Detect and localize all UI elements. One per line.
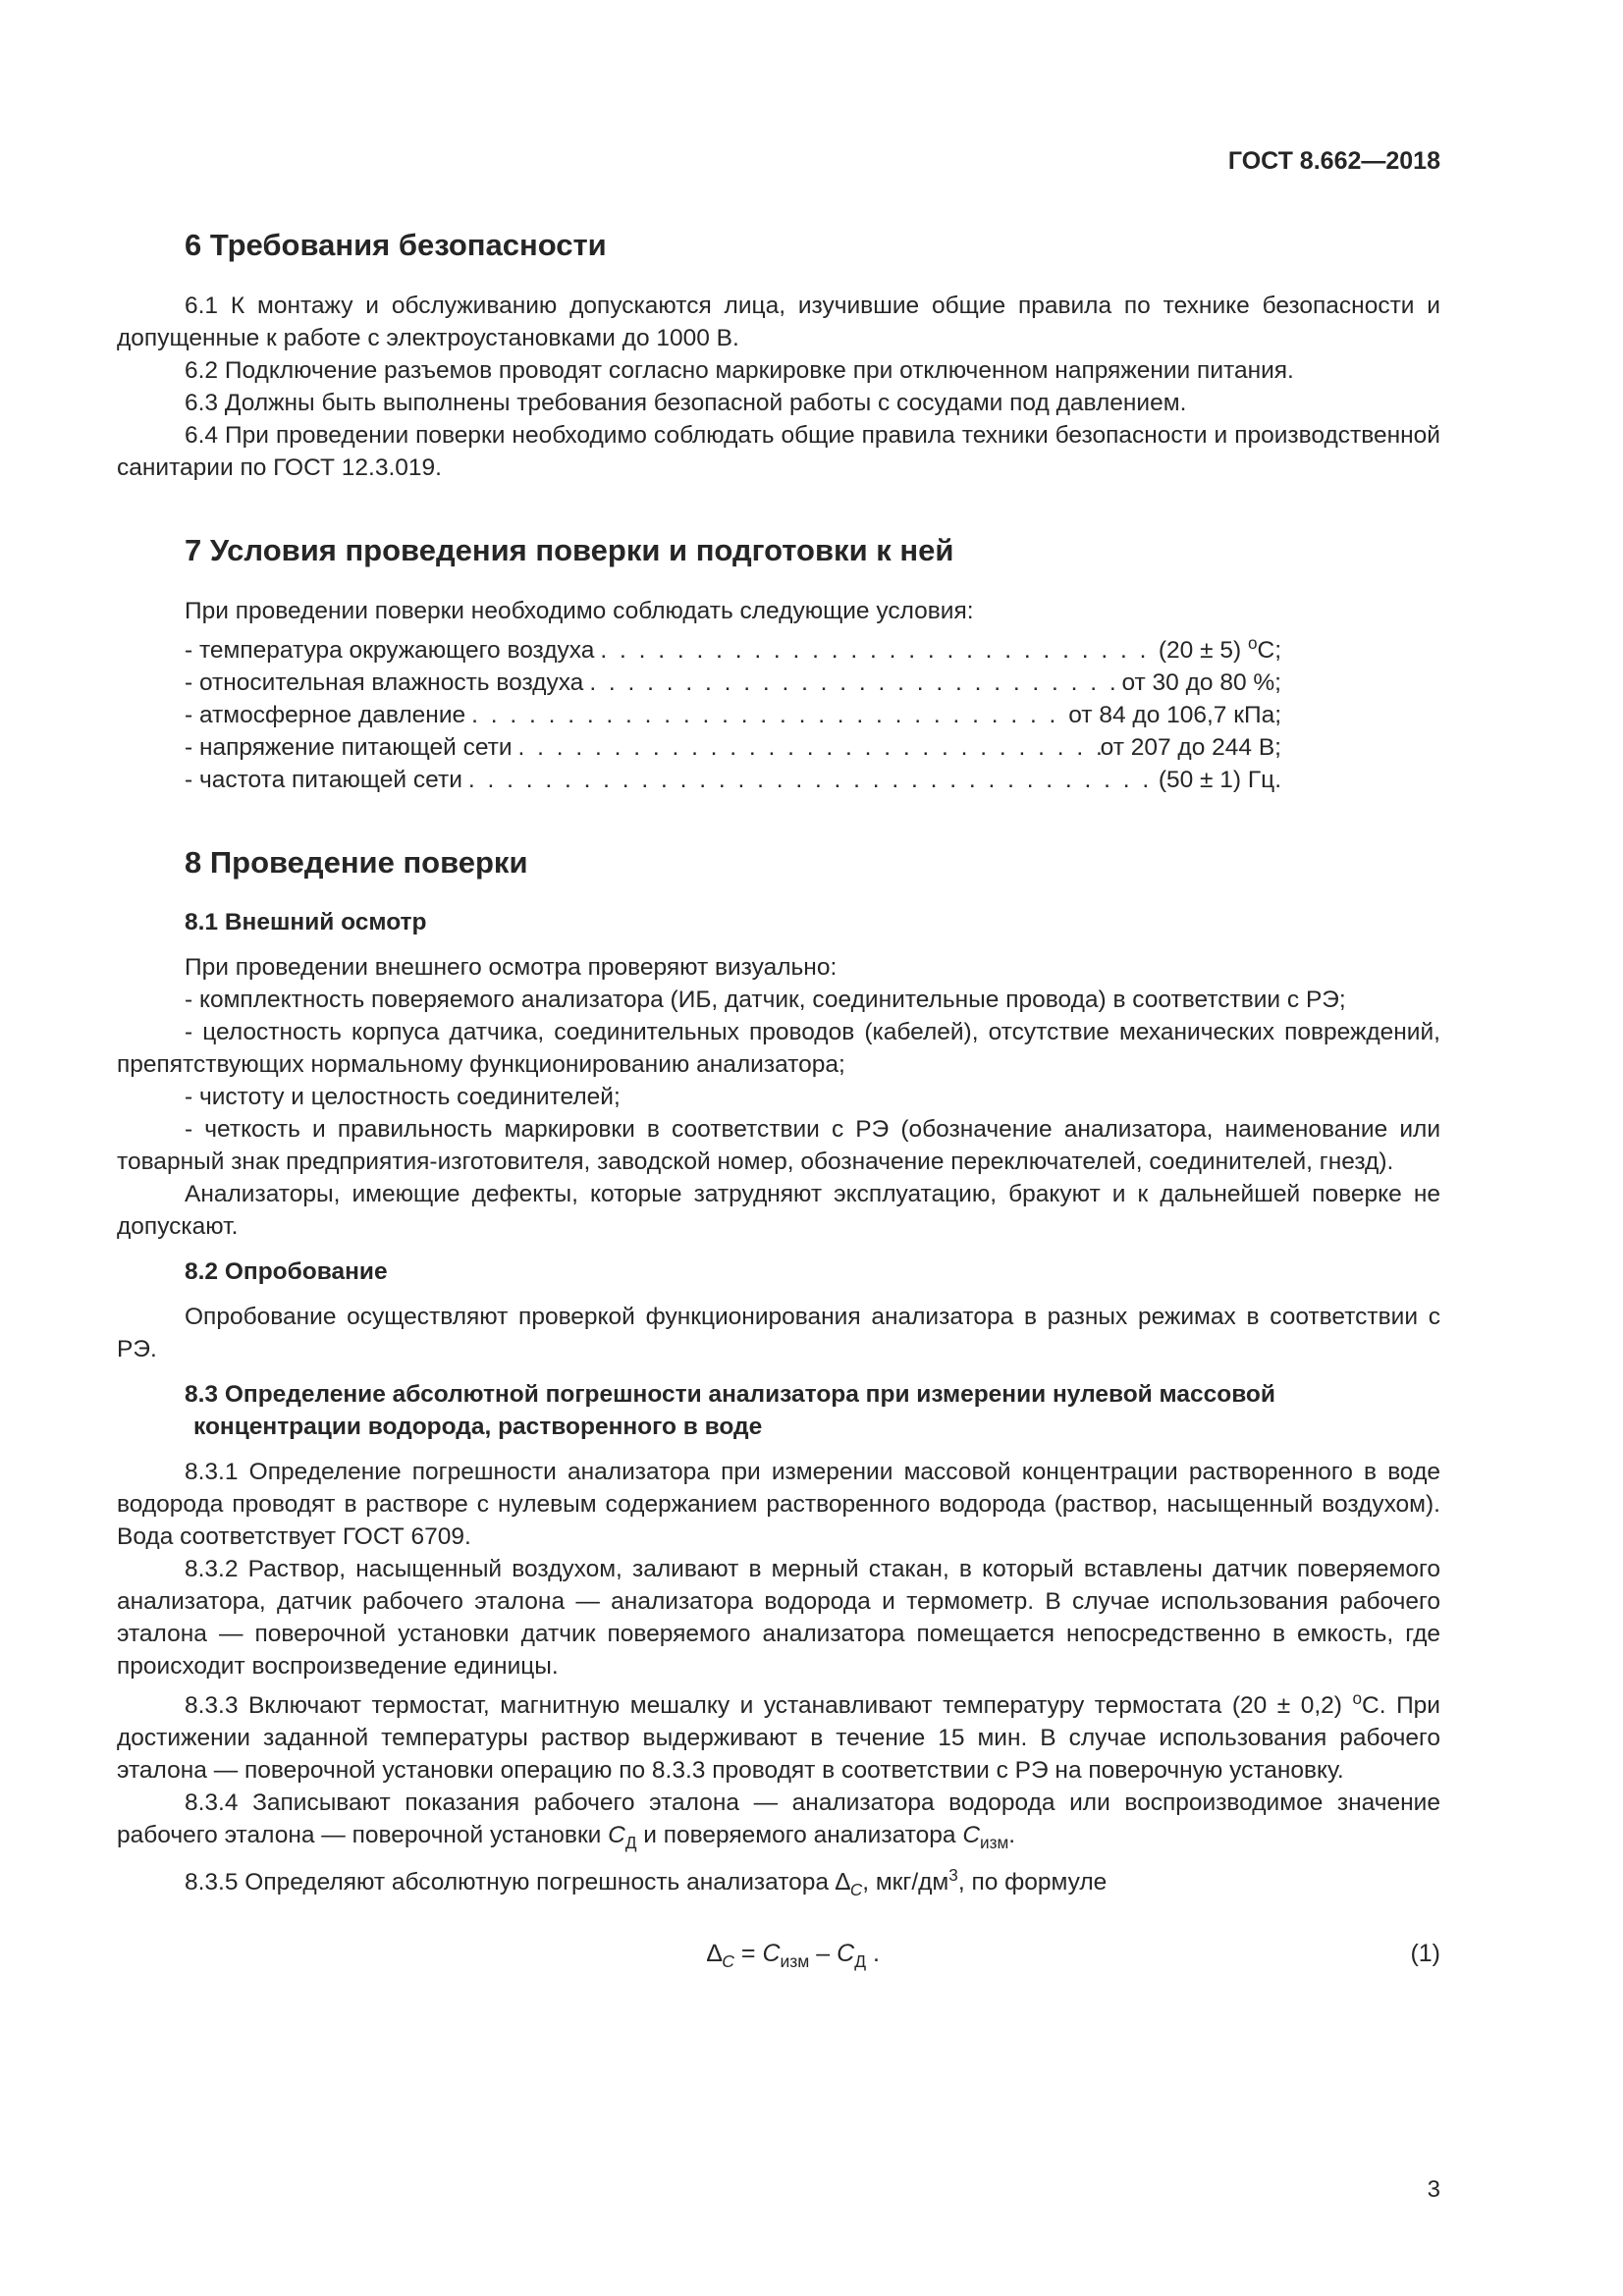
page-number: 3: [1427, 2176, 1440, 2203]
page-content: [117, 226, 1440, 1977]
leader-dots: [465, 699, 1068, 731]
formula-expression: $\Delta_C = C_{изм} - C_Д$ .: [707, 1940, 880, 1971]
condition-frequency: [117, 764, 1281, 796]
condition-pressure: [117, 699, 1281, 731]
condition-value: от 30 до 80 %;: [1121, 669, 1281, 696]
condition-value: (20 ± 5) $^о$С;: [1158, 633, 1281, 664]
paragraph-8-3-2: 8.3.2 Раствор, насыщенный воздухом, заливают в мерный стакан, в который вставлены датчик поверяемого анализатора, датчик рабочего эталона — анализатора водорода и термометр. В случае использования рабочего эталона — поверочной установки датчик поверяемого анализатора помещается непосредственно в емкость, где происходит воспроизведение единицы.: [117, 1556, 1440, 1680]
subsection-8-1-title: 8.1 Внешний осмотр: [185, 909, 427, 935]
condition-label: - частота питающей сети: [185, 767, 462, 793]
list-item: - комплектность поверяемого анализатора (ИБ, датчик, соединительные провода) в соответствии с РЭ;: [185, 987, 1346, 1013]
leader-dots: [583, 667, 1121, 699]
subsection-8-3-title: 8.3 Определение абсолютной погрешности анализатора при измерении нулевой массовой концентрации водорода, растворенного в воде: [185, 1381, 1275, 1440]
leader-dots: [513, 731, 1101, 764]
paragraph-8-2: Опробование осуществляют проверкой функционирования анализатора в разных режимах в соответствии с РЭ.: [117, 1304, 1440, 1362]
paragraph-6-3: 6.3 Должны быть выполнены требования безопасной работы с сосудами под давлением.: [185, 390, 1187, 416]
condition-label: - относительная влажность воздуха: [185, 669, 584, 696]
condition-temperature: [117, 627, 1281, 667]
conditions-list: [117, 627, 1440, 796]
paragraph-8-1-intro: При проведении внешнего осмотра проверяют визуально:: [185, 954, 838, 981]
paragraph-8-3-3: 8.3.3 Включают термостат, магнитную мешалку и устанавливают температуру термостата (20 ± 0,2) $^о$С. При достижении заданной температуры раствор выдерживают в течение 15 мин. В случае использования рабочего эталона — поверочной установки операцию по 8.3.3 проводят в соответствии с РЭ на поверочную установку.: [117, 1688, 1440, 1784]
condition-label: - температура окружающего воздуха: [185, 637, 595, 664]
paragraph-6-2: 6.2 Подключение разъемов проводят согласно маркировке при отключенном напряжении питания.: [185, 357, 1294, 384]
formula-number: (1): [1410, 1940, 1440, 1967]
list-item: - четкость и правильность маркировки в соответствии с РЭ (обозначение анализатора, наименование или товарный знак предприятия-изготовителя, заводской номер, обозначение переключателей, соединителей, гнезд).: [117, 1116, 1440, 1175]
paragraph-6-4: 6.4 При проведении поверки необходимо соблюдать общие правила техники безопасности и производственной санитарии по ГОСТ 12.3.019.: [117, 422, 1440, 481]
list-item: - чистоту и целостность соединителей;: [185, 1084, 621, 1110]
condition-label: - атмосферное давление: [185, 702, 466, 728]
leader-dots: [594, 634, 1158, 667]
condition-value: от 207 до 244 В;: [1100, 734, 1281, 761]
paragraph-8-3-4: 8.3.4 Записывают показания рабочего эталона — анализатора водорода или воспроизводимое значение рабочего эталона — поверочной установки $C_Д$ и поверяемого анализатора $C_{изм}$.: [117, 1789, 1440, 1852]
section-8-title: 8 Проведение поверки: [185, 845, 528, 880]
leader-dots: [462, 764, 1159, 796]
paragraph-8-1-conclusion: Анализаторы, имеющие дефекты, которые затрудняют эксплуатацию, бракуют и к дальнейшей поверке не допускают.: [117, 1181, 1440, 1240]
condition-value: от 84 до 106,7 кПа;: [1068, 702, 1281, 728]
condition-value: (50 ± 1) Гц.: [1158, 767, 1281, 793]
formula-1: [117, 1938, 1440, 1977]
section-7-title: 7 Условия проведения поверки и подготовки к ней: [185, 533, 954, 567]
condition-voltage: [117, 731, 1281, 764]
condition-label: - напряжение питающей сети: [185, 734, 513, 761]
condition-humidity: [117, 667, 1281, 699]
subsection-8-2-title: 8.2 Опробование: [185, 1258, 388, 1285]
conditions-intro: При проведении поверки необходимо соблюдать следующие условия:: [185, 598, 974, 624]
section-6-title: 6 Требования безопасности: [185, 228, 607, 262]
document-code: ГОСТ 8.662—2018: [1227, 147, 1440, 175]
paragraph-8-3-5: 8.3.5 Определяют абсолютную погрешность анализатора $\Delta_C$, мкг/$дм^3$, по формуле: [185, 1865, 1108, 1899]
paragraph-8-3-1: 8.3.1 Определение погрешности анализатора при измерении массовой концентрации растворенного в воде водорода проводят в растворе с нулевым содержанием растворенного водорода (раствор, насыщенный воздухом). Вода соответствует ГОСТ 6709.: [117, 1459, 1440, 1550]
paragraph-6-1: 6.1 К монтажу и обслуживанию допускаются лица, изучившие общие правила по технике безопасности и допущенные к работе с электроустановками до 1000 В.: [117, 293, 1440, 351]
list-item: - целостность корпуса датчика, соединительных проводов (кабелей), отсутствие механических повреждений, препятствующих нормальному функционированию анализатора;: [117, 1019, 1440, 1078]
